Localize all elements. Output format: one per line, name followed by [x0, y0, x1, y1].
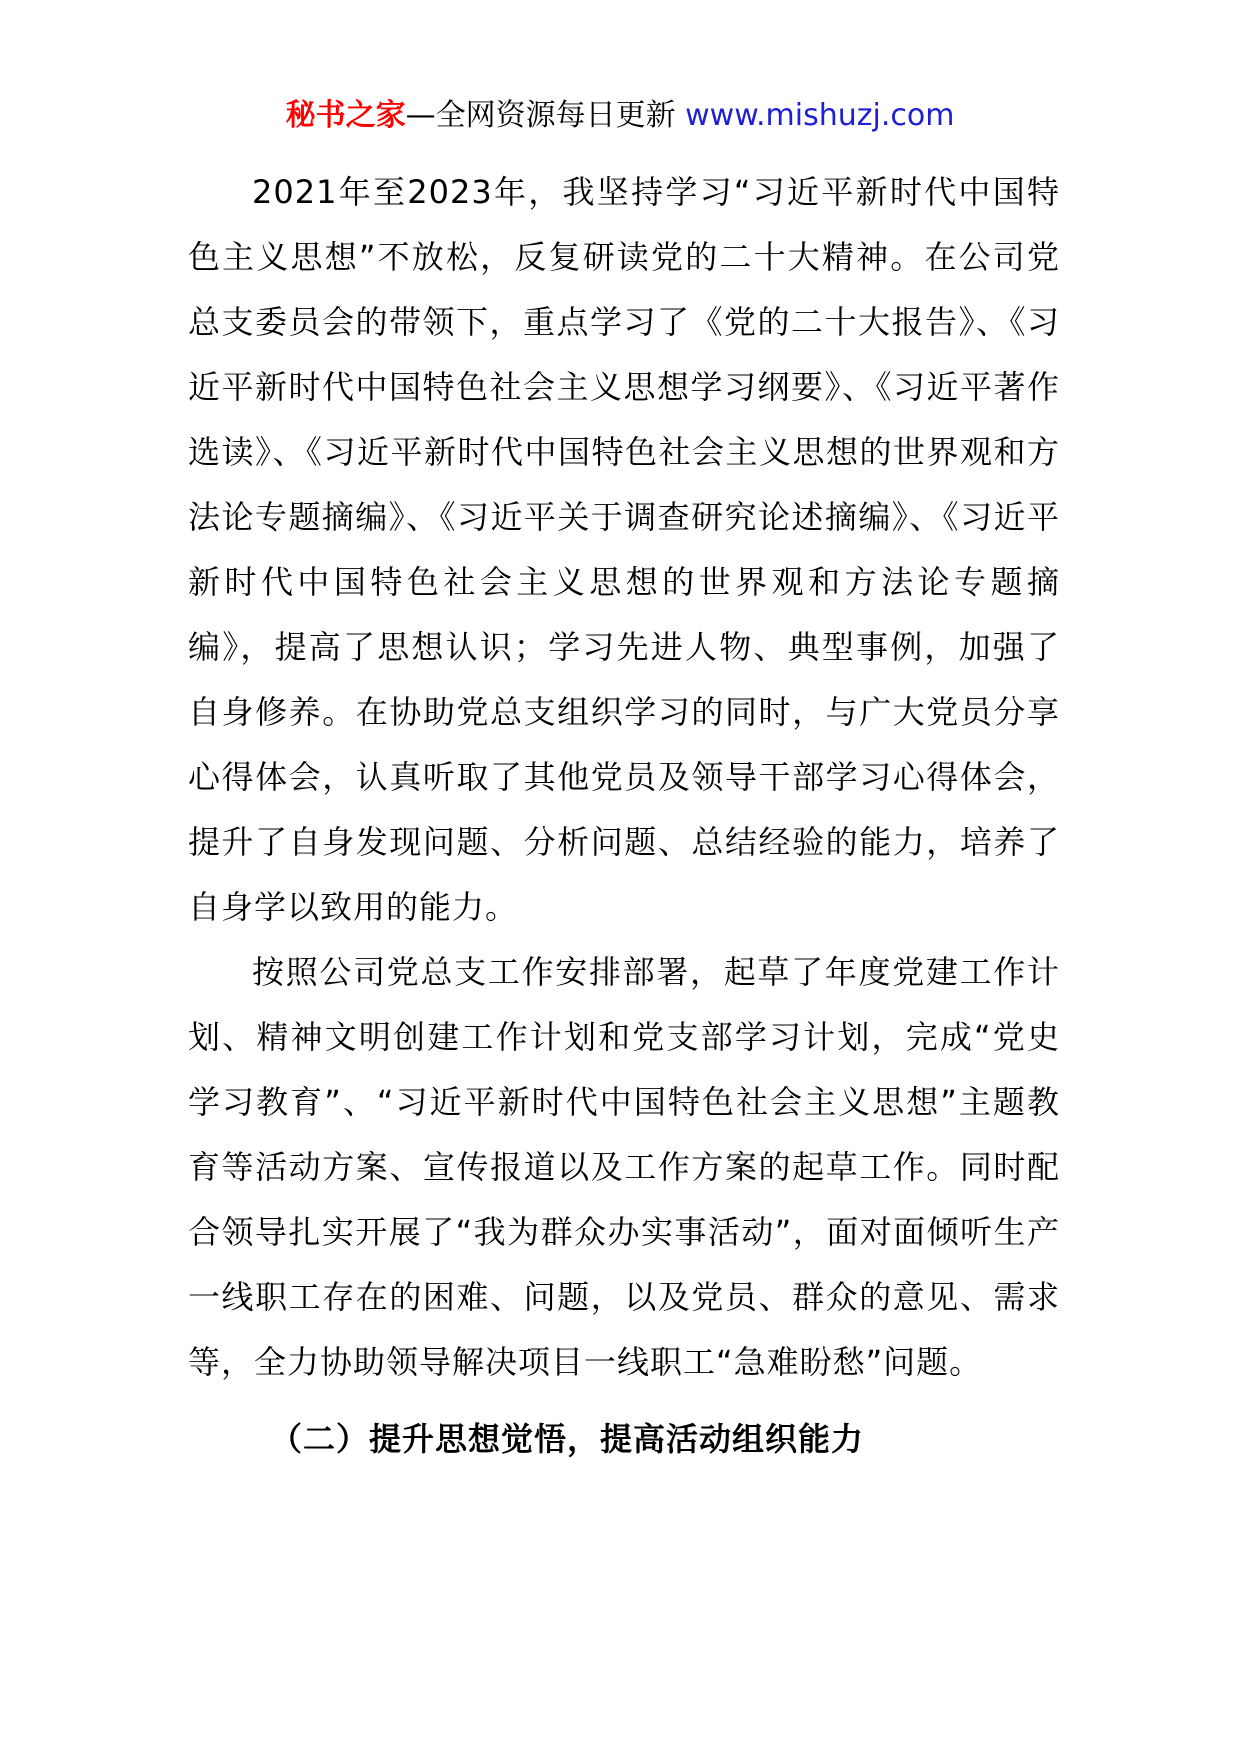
section-heading: （二）提升思想觉悟，提高活动组织能力 — [270, 1420, 865, 1458]
body-paragraph-1: 2021年至2023年，我坚持学习“习近平新时代中国特色主义思想”不放松，反复研读党的二十大精神。在公司党总支委员会的带领下，重点学习了《党的二十大报告》、《习近平新时代中国特色社会主义思想学习纲要》、《习近平著作选读》、《习近平新时代中国特色社会主义思想的世界观和方法论专题摘编》、《习近平关于调查研究论述摘编》、《习近平新时代中国特色社会主义思想的世界观和方法论专题摘编》，提高了思想认识；学习先进人物、典型事例，加强了自身修养。在协助党总支组织学习的同时，与广大党员分享心得体会，认真听取了其他党员及领导干部学习心得体会，提升了自身发现问题、分析问题、总结经验的能力，培养了自身学以致用的能力。 — [188, 173, 1060, 926]
website-url[interactable]: www.mishuzj.com — [685, 98, 955, 133]
document-body — [188, 160, 1060, 1483]
banner-slogan: —全网资源每日更新 — [405, 98, 686, 133]
site-banner — [0, 96, 1240, 136]
brand-name: 秘书之家 — [285, 98, 406, 133]
body-paragraph-2: 按照公司党总支工作安排部署，起草了年度党建工作计划、精神文明创建工作计划和党支部学习计划，完成“党史学习教育”、“习近平新时代中国特色社会主义思想”主题教育等活动方案、宣传报道以及工作方案的起草工作。同时配合领导扎实开展了“我为群众办实事活动”，面对面倾听生产一线职工存在的困难、问题，以及党员、群众的意见、需求等，全力协助领导解决项目一线职工“急难盼愁”问题。 — [188, 953, 1060, 1381]
